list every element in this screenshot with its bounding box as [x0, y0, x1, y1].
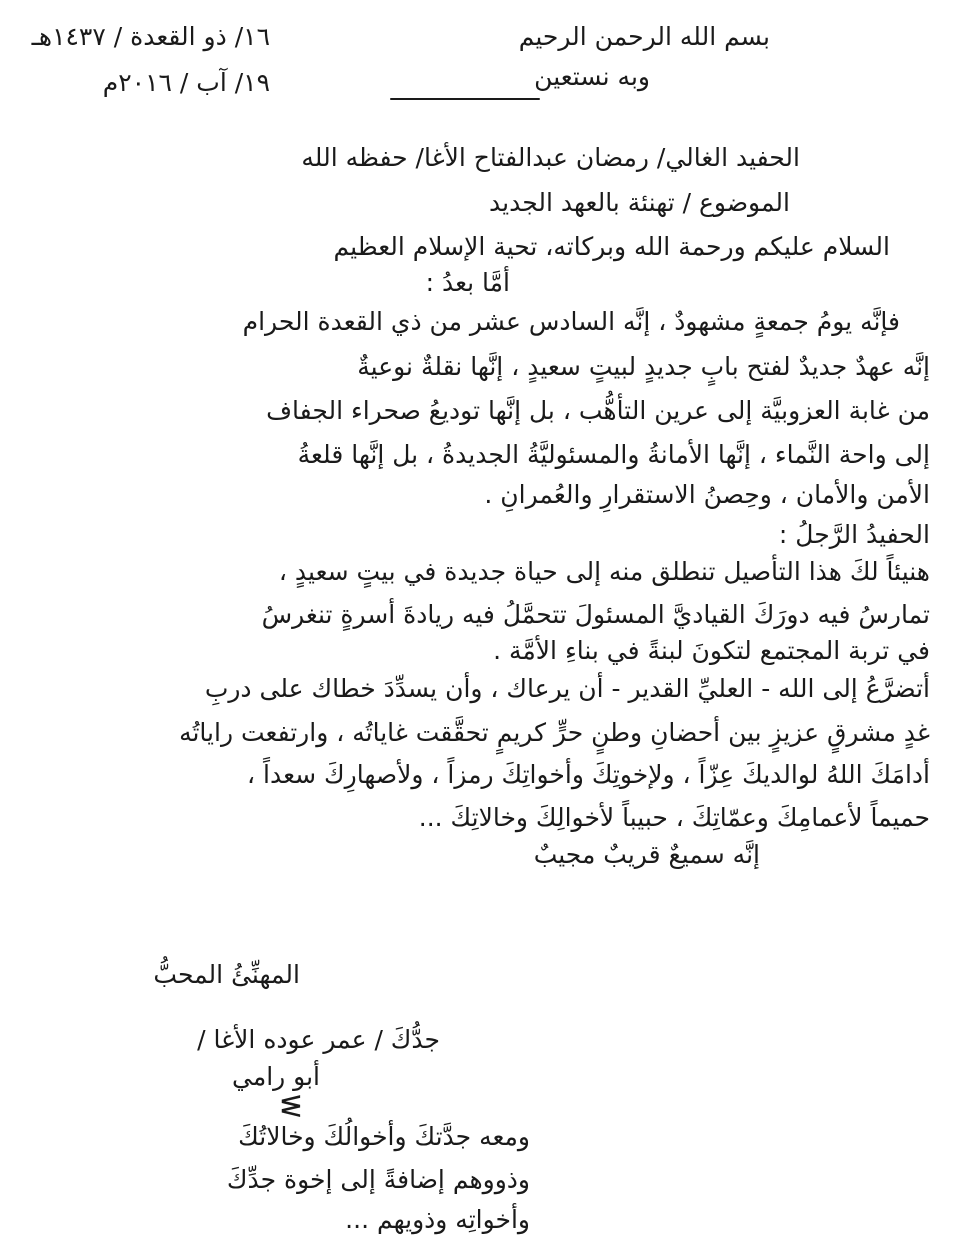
- postscript-line: ومعه جدَّتكَ وأخوالُكَ وخالاتُكَ: [238, 1122, 530, 1151]
- isti-ana-underline: [390, 98, 540, 100]
- paragraph3-line: أدامَكَ اللهُ لوالديكَ عِزّاً ، ولإخوتِكَ وأخواتِكَ رمزاً ، ولأصهارِكَ سعداً ،: [247, 760, 930, 789]
- paragraph3-line: أتضرَّعُ إلى الله - العليِّ القدير - أن يرعاك ، وأن يسدِّدَ خطاك على دربِ: [204, 674, 930, 703]
- paragraph2-line: هنيئاً لكَ هذا التأصيل تنطلق منه إلى حياة جديدة في بيتٍ سعيدٍ ،: [278, 557, 930, 586]
- signature-kunya: أبو رامي: [231, 1062, 320, 1091]
- amma-baad: أمَّا بعدُ :: [425, 268, 510, 297]
- paragraph1-line: فإنَّه يومُ جمعةٍ مشهودٌ ، إنَّه السادس عشر من ذي القعدة الحرام: [242, 307, 900, 336]
- paragraph1-line: إلى واحة النَّماء ، إنَّها الأمانةُ والمسئوليَّةُ الجديدةُ ، بل إنَّها قلعةُ: [297, 440, 930, 469]
- postscript-line: وأخواتِه وذويهم ...: [345, 1205, 530, 1234]
- paragraph2-line: تمارسُ فيه دورَكَ القياديَّ المسئولَ تتحمَّلُ فيه ريادةَ أسرةٍ تنغرسُ: [261, 600, 930, 629]
- paragraph2-line: في تربة المجتمع لتكونَ لبنةً في بناءِ الأمَّة .: [493, 636, 930, 665]
- paragraph3-line: غدٍ مشرقٍ عزيزٍ بين أحضانِ وطنٍ حرٍّ كريمٍ تحقَّقت غاياتُه ، وارتفعت راياتُه: [179, 718, 930, 747]
- paragraph3-line: حميماً لأعمامِكَ وعمّاتِكَ ، حبيباً لأخوالِكَ وخالاتِكَ ...: [418, 803, 930, 832]
- signature-label: المهنِّئُ المحبُّ: [153, 960, 300, 989]
- subject: الموضوع / تهنئة بالعهد الجديد: [489, 188, 790, 217]
- addressee: الحفيد الغالي/ رمضان عبدالفتاح الأغا/ حفظه الله: [301, 143, 800, 172]
- date-hijri: ١٦/ ذو القعدة / ١٤٣٧هـ: [31, 22, 270, 51]
- signature-flourish: ᓬ: [280, 1090, 302, 1125]
- paragraph1-line: من غابة العزوبيَّة إلى عرين التأهُّب ، بل إنَّها توديعُ صحراء الجفاف: [266, 396, 930, 425]
- basmala: بسم الله الرحمن الرحيم: [518, 22, 770, 51]
- paragraph1-line: إنَّه عهدٌ جديدٌ لفتح بابٍ جديدٍ لبيتٍ سعيدٍ ، إنَّها نقلةٌ نوعيةٌ: [357, 352, 930, 381]
- postscript-line: وذووهم إضافةً إلى إخوة جدِّكَ: [226, 1165, 530, 1194]
- closing-prayer: إنَّه سميعٌ قريبٌ مجيبٌ: [533, 840, 760, 869]
- paragraph1-line: الأمن والأمان ، وحِصنُ الاستقرارِ والعُمرانِ .: [484, 480, 930, 509]
- greeting: السلام عليكم ورحمة الله وبركاته، تحية الإسلام العظيم: [333, 232, 890, 261]
- address-grandson: الحفيدُ الرَّجلُ :: [778, 520, 930, 549]
- signature-name: جدُّكَ / عمر عوده الأغا /: [197, 1025, 440, 1054]
- isti-ana: وبه نستعين: [534, 62, 650, 91]
- date-gregorian: ١٩/ آب / ٢٠١٦م: [102, 68, 270, 97]
